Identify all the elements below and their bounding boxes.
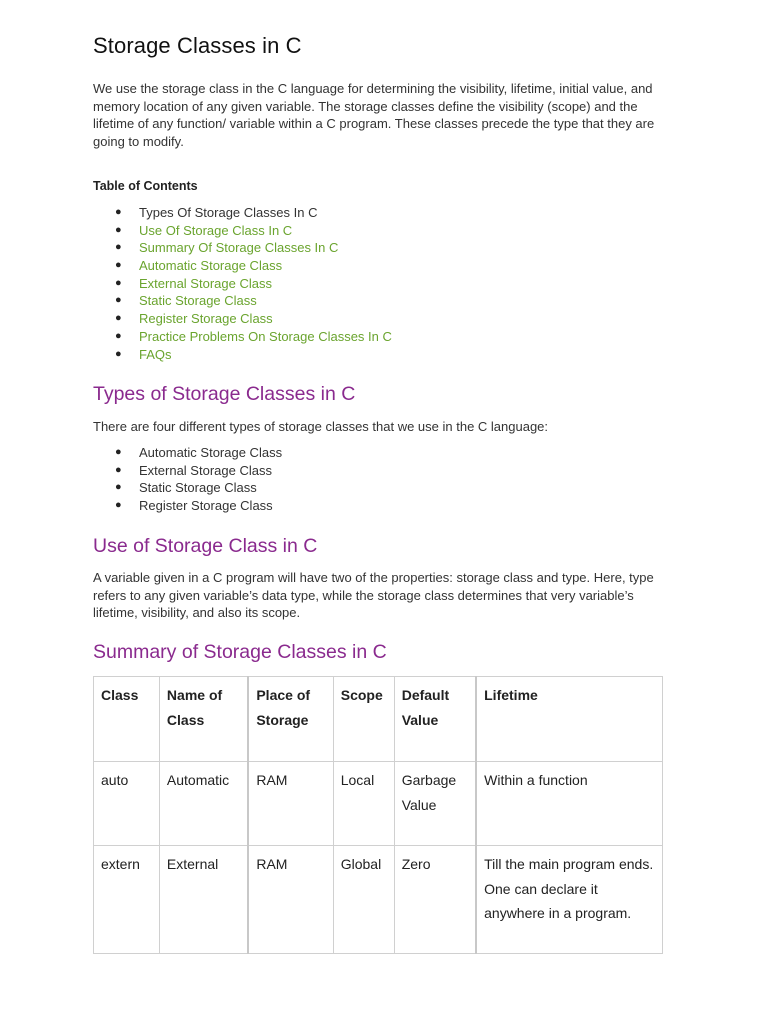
bullet-icon: ● <box>115 463 122 476</box>
summary-heading: Summary of Storage Classes in C <box>93 641 387 663</box>
toc-item[interactable] <box>93 310 392 328</box>
list-item <box>93 497 282 515</box>
toc-link-automatic[interactable]: Automatic Storage Class <box>139 258 283 274</box>
list-item-label: Register Storage Class <box>139 498 273 514</box>
toc-link-summary[interactable]: Summary Of Storage Classes In C <box>139 240 339 256</box>
toc-item[interactable] <box>93 292 392 310</box>
table-cell: Zero <box>394 846 476 954</box>
bullet-icon: ● <box>115 241 122 254</box>
table-header-cell: Scope <box>333 677 394 762</box>
table-header-cell: Lifetime <box>476 677 662 762</box>
types-list <box>93 444 282 515</box>
table-header-cell: Class <box>94 677 160 762</box>
use-heading: Use of Storage Class in C <box>93 535 318 557</box>
toc-item[interactable] <box>93 328 392 346</box>
table-header-cell: Default Value <box>394 677 476 762</box>
table-row <box>94 762 663 846</box>
list-item <box>93 462 282 480</box>
table-cell: Within a function <box>476 762 662 846</box>
bullet-icon: ● <box>115 294 122 307</box>
table-cell: External <box>159 846 248 954</box>
table-cell: extern <box>94 846 160 954</box>
toc-item[interactable] <box>93 222 392 240</box>
toc-link-external[interactable]: External Storage Class <box>139 275 272 291</box>
toc-item[interactable] <box>93 257 392 275</box>
intro-paragraph: We use the storage class in the C language for determining the visibility, lifetime, initial value, and memory location of any given variable. The storage classes define the visibility (scope) and the lifetime of any function/ variable within a C program. These classes precede the type that they are going to modify. <box>93 81 655 149</box>
bullet-icon: ● <box>115 499 122 512</box>
table-cell: Automatic <box>159 762 248 846</box>
toc-heading: Table of Contents <box>93 179 198 193</box>
toc-link-use[interactable]: Use Of Storage Class In C <box>139 222 293 238</box>
table-cell: RAM <box>248 762 333 846</box>
table-cell: Global <box>333 846 394 954</box>
toc-link-practice[interactable]: Practice Problems On Storage Classes In C <box>139 328 392 344</box>
bullet-icon: ● <box>115 481 122 494</box>
toc-list <box>93 204 392 363</box>
toc-item <box>93 204 392 222</box>
list-item-label: External Storage Class <box>139 462 272 478</box>
bullet-icon: ● <box>115 446 122 458</box>
table-cell: Garbage Value <box>394 762 476 846</box>
table-header-row <box>94 677 663 762</box>
table-cell: Till the main program ends. One can declare it anywhere in a program. <box>476 846 662 954</box>
list-item <box>93 479 282 497</box>
table-row <box>94 846 663 954</box>
toc-link-register[interactable]: Register Storage Class <box>139 311 273 327</box>
bullet-icon: ● <box>115 223 122 236</box>
toc-item[interactable] <box>93 346 392 364</box>
table-cell: Local <box>333 762 394 846</box>
table-cell: auto <box>94 762 160 846</box>
table-header-cell: Name of Class <box>159 677 248 762</box>
toc-item[interactable] <box>93 239 392 257</box>
bullet-icon: ● <box>115 206 122 218</box>
toc-link-faqs[interactable]: FAQs <box>139 346 172 362</box>
toc-link-static[interactable]: Static Storage Class <box>139 293 257 309</box>
toc-item[interactable] <box>93 275 392 293</box>
table-header-cell: Place of Storage <box>248 677 333 762</box>
use-paragraph: A variable given in a C program will have two of the properties: storage class and type. Here, type refers to any given variable’s data type, while the storage class determines that very variable’s lifetime, visibility, and also its scope. <box>93 570 654 621</box>
page-title: Storage Classes in C <box>93 33 302 58</box>
toc-item-label: Types Of Storage Classes In C <box>139 205 318 220</box>
bullet-icon: ● <box>115 276 122 289</box>
bullet-icon: ● <box>115 259 122 272</box>
list-item <box>93 444 282 462</box>
types-paragraph: There are four different types of storage classes that we use in the C language: <box>93 419 549 434</box>
list-item-label: Automatic Storage Class <box>139 445 283 460</box>
bullet-icon: ● <box>115 347 122 360</box>
list-item-label: Static Storage Class <box>139 480 257 496</box>
bullet-icon: ● <box>115 329 122 342</box>
bullet-icon: ● <box>115 312 122 325</box>
summary-table <box>93 676 663 954</box>
types-heading: Types of Storage Classes in C <box>93 383 356 405</box>
table-cell: RAM <box>248 846 333 954</box>
